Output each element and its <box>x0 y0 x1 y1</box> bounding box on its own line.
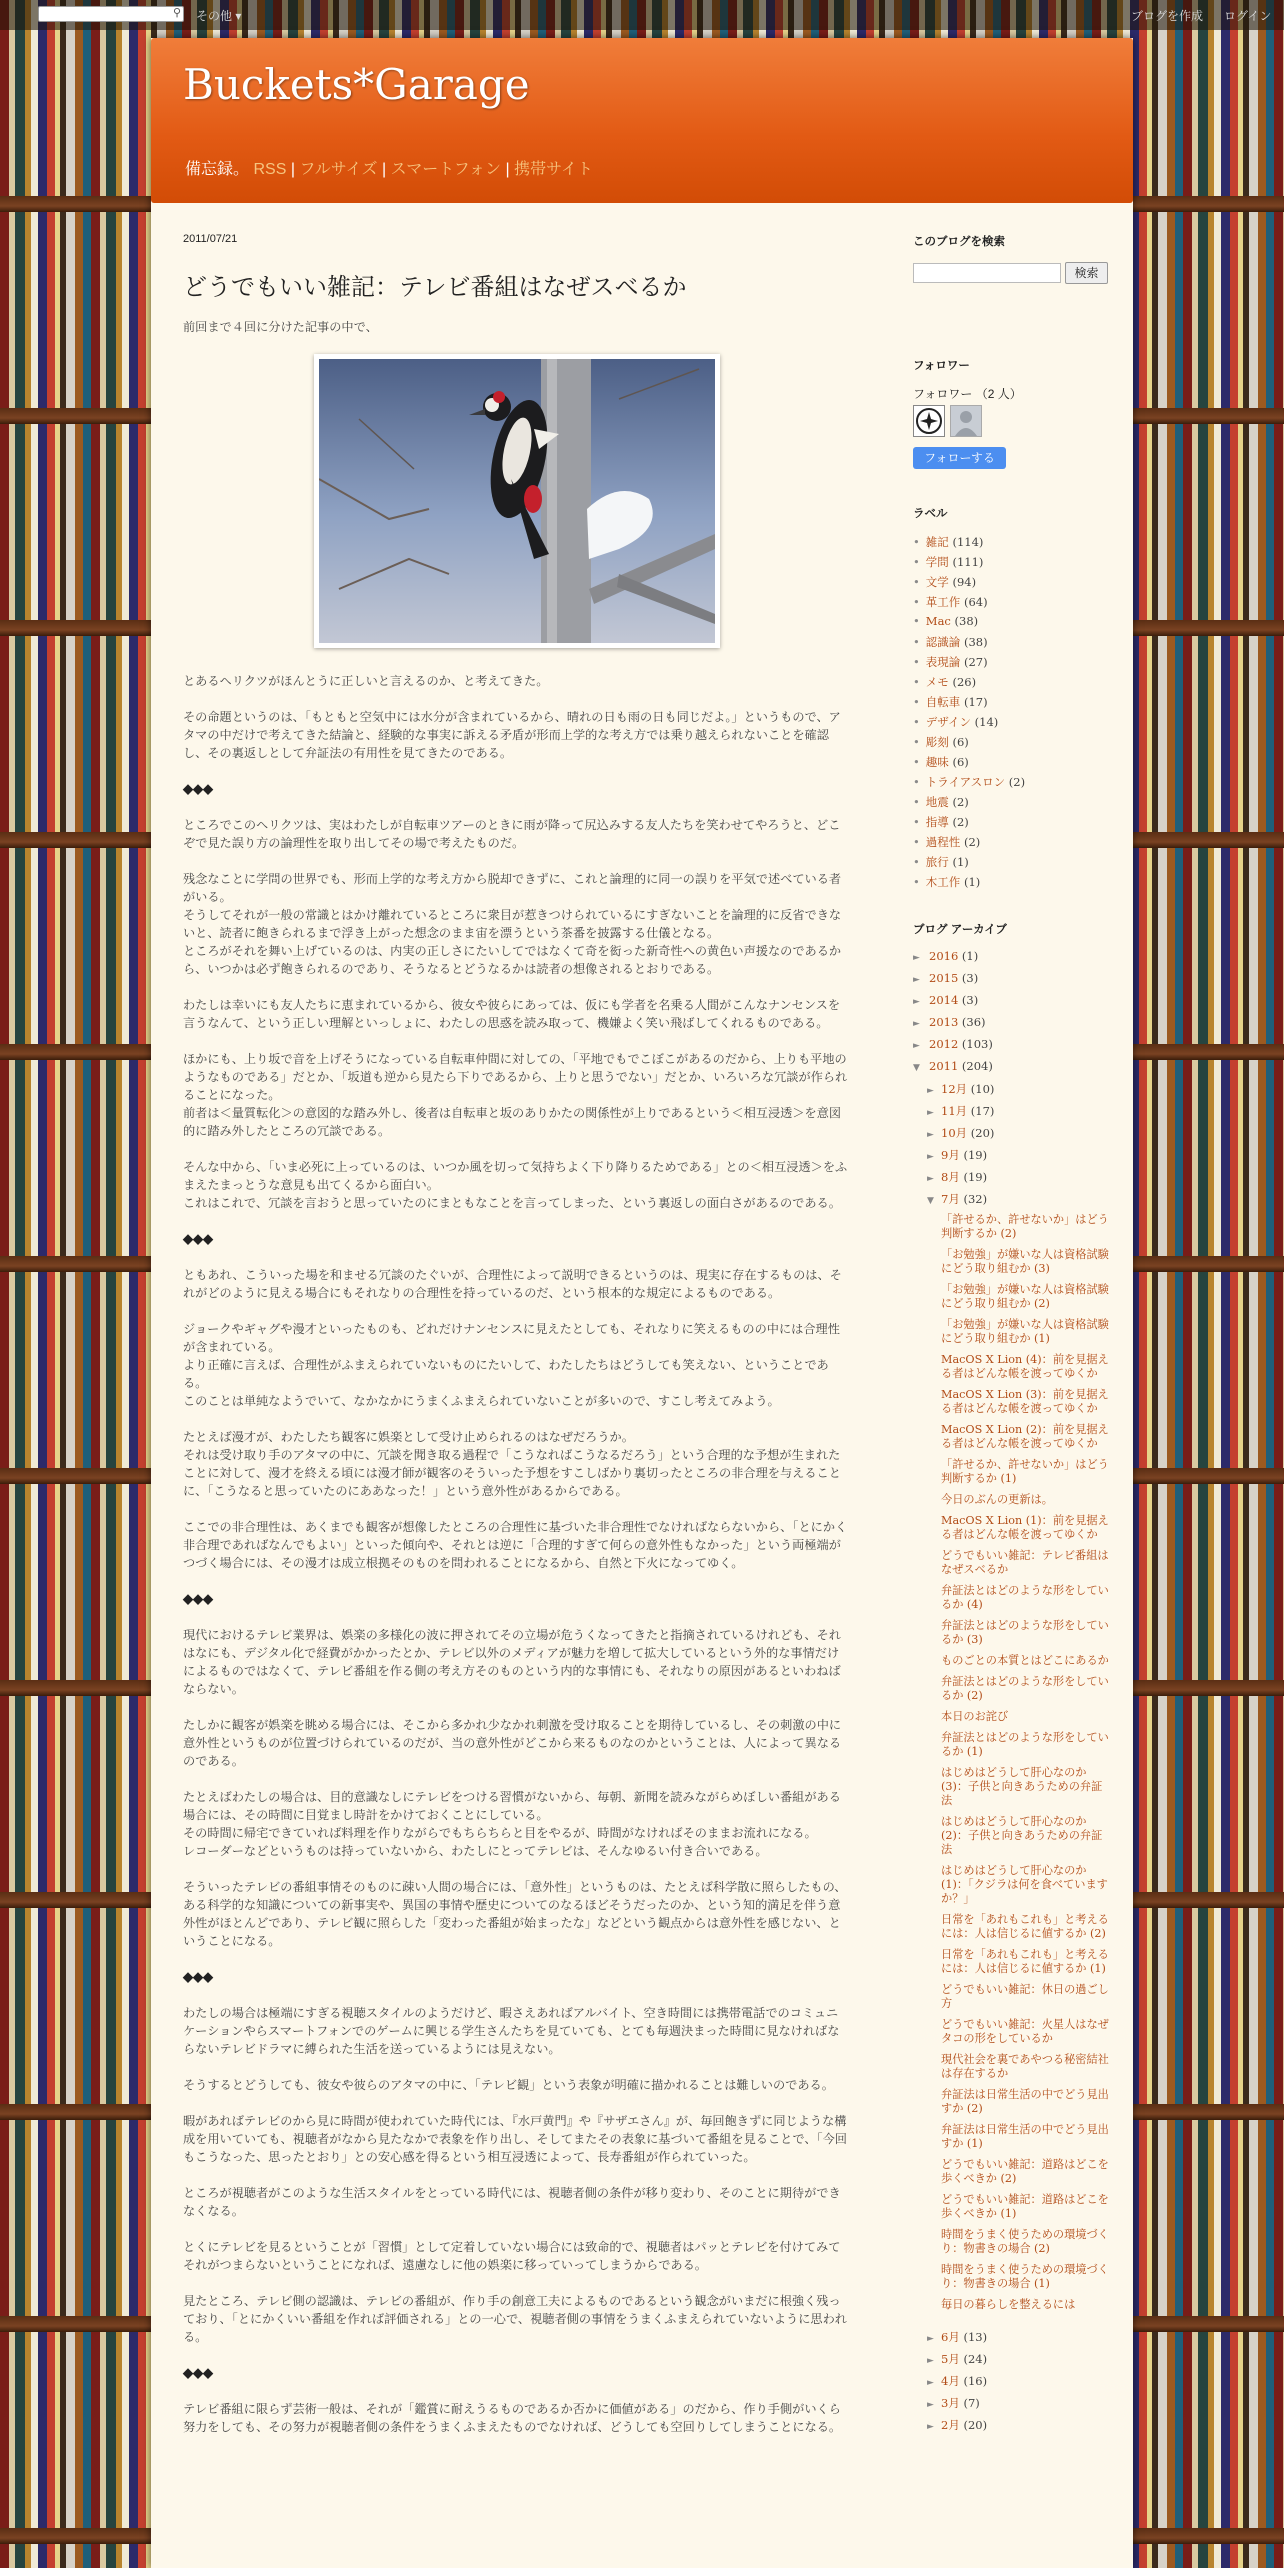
archive-year-link[interactable]: 2015 <box>929 971 959 985</box>
label-link[interactable]: 旅行 <box>925 855 949 869</box>
archive-post-link[interactable]: 時間をうまく使うための環境づくり：物書きの場合 (1) <box>941 2263 1109 2290</box>
label-link[interactable]: 木工作 <box>925 875 961 889</box>
follower-avatar[interactable] <box>950 405 982 437</box>
post-paragraph: そうするとどうしても、彼女や彼らのアタマの中に、「テレビ観」という表象が明確に描かれることは難しいのである。 <box>183 2078 834 2092</box>
archive-count: (19) <box>959 1170 988 1184</box>
post-paragraph: そんな中から、「いま必死に上っているのは、いつか風を切って気持ちよく下り降りるためである」との＜相互浸透＞をふまえたまっとうな意見も出てくるから面白い。 これはこれで、冗談を言おうと思っていたのにまともなことを言ってしまった、という裏返しの面白さがあるのである。 <box>183 1160 848 1210</box>
label-item <box>913 834 1025 854</box>
archive-year-link[interactable]: 2011 <box>929 1059 959 1073</box>
blog-search-input[interactable] <box>913 263 1061 283</box>
create-blog-link[interactable]: ブログを作成 <box>1131 9 1204 23</box>
labels-widget-title: ラベル <box>913 508 948 520</box>
label-count: (114) <box>948 535 984 549</box>
archive-count: (20) <box>959 2418 988 2432</box>
archive-post-link[interactable]: はじめはどうして肝心なのか (1)：「クジラは何を食べていますか？」 <box>941 1864 1108 1905</box>
section-divider: ◆◆◆ <box>183 1231 213 1246</box>
mobile-site-link[interactable]: 携帯サイト <box>514 161 593 178</box>
archive-post-link[interactable]: MacOS X Lion (2)：前を見据える者はどんな帳を渡ってゆくか <box>941 1423 1109 1450</box>
toggle-arrow-icon[interactable]: ► <box>927 1174 934 1184</box>
archive-post-link[interactable]: 「許せるか、許せないか」はどう判断するか (1) <box>941 1458 1109 1485</box>
bullet: • <box>913 735 920 749</box>
post-date: 2011/07/21 <box>183 233 238 245</box>
label-item <box>913 574 1025 594</box>
archive-count: (20) <box>967 1126 995 1140</box>
archive-month <box>913 1125 1113 1147</box>
label-link[interactable]: デザイン <box>925 715 971 729</box>
label-count: (6) <box>948 755 969 769</box>
description-text: 備忘録。 <box>185 161 250 178</box>
default-user-icon <box>951 406 981 436</box>
archive-count: (1) <box>958 949 979 963</box>
archive-count: (36) <box>958 1015 986 1029</box>
archive-post-link[interactable]: 時間をうまく使うための環境づくり：物書きの場合 (2) <box>941 2228 1109 2255</box>
archive-month <box>913 1169 1113 1191</box>
post-paragraph: そういったテレビの番組事情そのものに疎い人間の場合には、「意外性」というものは、たとえば科学散に照らしたもの、ある科学的な知識についての新事実や、異国の事情や歴史についてのなるほどそうだったのか、という知的満足を伴う意外性がほとんどであり、テレビ観に照らした「変わった番組が始まったな」などという観点からは意外性を感じない、ということになる。 <box>183 1880 847 1948</box>
archive-month <box>913 2329 1113 2351</box>
archive-post-link[interactable]: 弁証法とはどのような形をしているか (2) <box>941 1675 1109 1702</box>
label-item <box>913 874 1025 894</box>
post-paragraph: 残念なことに学問の世界でも、形而上学的な考え方から脱却できずに、これと論理的に同一の誤りを平気で述べている者がいる。 そうしてそれが一般の常識とはかけ離れているところに衆目が惹きつけられているにすぎないことを論理的に反省できないと、読者に飽きられるまで浮き上がった想念のまま宙を漂うという茶番を披露する仕儀となる。 ところがそれを舞い上げているのは、内実の正しさにたいしてではなくて奇を衒った新奇性への黄色い声援なのであるから、いつかは必ず飽きられるのであり、そうなるとどうなるかは読者の想像されるとおりである。 <box>183 872 842 976</box>
post-paragraph: ともあれ、こういった場を和ませる冗談のたぐいが、合理性によって説明できるというのは、現実に存在するものは、それがどのように見える場合にもそれなりの合理性を持っているのだ、という根本的な規定によるものである。 <box>183 1268 842 1300</box>
archive-year-link[interactable]: 2012 <box>929 1037 959 1051</box>
archive-month <box>913 1147 1113 1169</box>
toggle-arrow-icon[interactable]: ► <box>927 2334 934 2344</box>
post-paragraph: ところでこのヘリクツは、実はわたしが自転車ツアーのときに雨が降って尻込みする友人たちを笑わせてやろうと、どこぞで見た誤り方の論理性を取り出してその場で考えたものだ。 <box>183 818 841 850</box>
archive-post-link[interactable]: 弁証法は日常生活の中でどう見出すか (2) <box>941 2088 1109 2115</box>
post-paragraph: ところが視聴者がこのような生活スタイルをとっている時代には、視聴者側の条件が移り変わり、そのことに期待ができなくなる。 <box>183 2186 841 2218</box>
archive-post-link[interactable]: 日常を「あれもこれも」と考えるには：人は信じるに値するか (2) <box>941 1913 1109 1940</box>
bullet: • <box>913 575 920 589</box>
labels-list <box>913 534 1025 894</box>
toggle-arrow-icon[interactable]: ► <box>927 2378 934 2388</box>
label-item <box>913 614 1025 634</box>
archive-post-link[interactable]: どうでもいい雑記：休日の過ごし方 <box>941 1983 1109 2010</box>
toggle-arrow-icon[interactable]: ► <box>927 1152 934 1162</box>
label-count: (2) <box>960 835 981 849</box>
followers-widget-title: フォロワー <box>913 360 970 372</box>
archive-month-link[interactable]: 7月 <box>941 1192 960 1206</box>
post-title[interactable]: どうでもいい雑記：テレビ番組はなぜスベるか <box>183 273 687 301</box>
archive-post-list <box>913 1213 1113 2312</box>
post-paragraph: ここでの非合理性は、あくまでも観客が想像したところの合理性に基づいた非合理性でなければならないから、「とにかく非合理であればなんでもよい」といった傾向や、それとは逆に「合理的すぎて何らの意外性もなかった」という両極端がつづく場合には、その漫才は成立根拠そのものを問われることになるから、自然と下火になってゆく。 <box>183 1520 848 1570</box>
toggle-arrow-icon[interactable]: ► <box>913 1041 920 1051</box>
bullet: • <box>913 855 920 869</box>
bullet: • <box>913 875 920 889</box>
archive-post-link[interactable]: MacOS X Lion (4)：前を見据える者はどんな帳を渡ってゆくか <box>941 1353 1109 1380</box>
label-link[interactable]: 地震 <box>925 795 949 809</box>
archive-count: (32) <box>959 1192 988 1206</box>
archive-month-link[interactable]: 5月 <box>941 2352 960 2366</box>
bullet: • <box>913 675 920 689</box>
post-paragraph: ジョークやギャグや漫才といったものも、どれだけナンセンスに見えたとしても、それなりに笑えるものの中には合理性が含まれている。 より正確に言えば、合理性がふまえられていないものにたいして、わたしたちはどうしても笑えない、ということである。 このことは単純なようでいて、なかなかにうまくふまえられていないことが多いので、すこし考えてみよう。 <box>183 1322 840 1408</box>
search-widget-title: このブログを検索 <box>913 236 1005 248</box>
login-link[interactable]: ログイン <box>1224 9 1272 23</box>
post-body <box>183 318 848 2436</box>
archive-month <box>913 1103 1113 1125</box>
toggle-arrow-icon[interactable]: ► <box>927 2422 934 2432</box>
archive-post-link[interactable]: ものごとの本質とはどこにあるか <box>941 1654 1109 1667</box>
label-count: (94) <box>948 575 977 589</box>
post-paragraph: 現代におけるテレビ業界は、娯楽の多様化の波に押されてその立場が危うくなってきたと指摘されているけれども、それはなにも、デジタル化で経費がかかったとか、テレビ以外のメディアが魅力を増して拡大しているという外的な事情だけによるものではなくて、テレビ番組を作る側の考え方そのものという内的な事情にも、それなりの原因があるといわねばならない。 <box>183 1628 841 1696</box>
link-separator: | <box>381 161 387 178</box>
archive-post-link[interactable]: 日常を「あれもこれも」と考えるには：人は信じるに値するか (1) <box>941 1948 1109 1975</box>
post-paragraph: その命題というのは、「もともと空気中には水分が含まれているから、晴れの日も雨の日も同じだよ。」というもので、アタマの中だけで考えてきた結論と、経験的な事実に訴える矛盾が形而上学的な考え方では乗り越えられないことを確認し、その裏返しとして弁証法の有用性を見てきたのである。 <box>183 710 841 760</box>
label-item <box>913 534 1025 554</box>
archive-count: (13) <box>959 2330 988 2344</box>
label-item <box>913 594 1025 614</box>
archive-post-link[interactable]: 弁証法とはどのような形をしているか (4) <box>941 1584 1109 1611</box>
archive-month-link[interactable]: 9月 <box>941 1148 960 1162</box>
label-link[interactable]: トライアスロン <box>925 775 1006 789</box>
archive-month-link[interactable]: 6月 <box>941 2330 960 2344</box>
archive-year <box>913 949 1113 971</box>
label-link[interactable]: 雑記 <box>925 535 949 549</box>
archive-count: (3) <box>958 971 979 985</box>
bullet: • <box>913 795 920 809</box>
blogger-navbar <box>0 0 1284 30</box>
label-count: (17) <box>960 695 988 709</box>
blog-archive <box>913 949 1113 2439</box>
bullet: • <box>913 555 920 569</box>
toggle-arrow-icon[interactable]: ► <box>927 2400 934 2410</box>
archive-year-link[interactable]: 2013 <box>929 1015 959 1029</box>
bullet: • <box>913 835 920 849</box>
archive-month-link[interactable]: 10月 <box>941 1126 968 1140</box>
label-count: (26) <box>948 675 977 689</box>
label-count: (111) <box>948 555 984 569</box>
bullet: • <box>913 635 920 649</box>
archive-month-link[interactable]: 11月 <box>941 1104 968 1118</box>
label-link[interactable]: 革工作 <box>925 595 961 609</box>
archive-count: (24) <box>959 2352 988 2366</box>
label-item <box>913 794 1025 814</box>
label-item <box>913 694 1025 714</box>
blog-content-panel <box>151 38 1133 2568</box>
fullsize-link[interactable]: フルサイズ <box>299 161 378 178</box>
toggle-arrow-icon[interactable]: ► <box>927 1086 934 1096</box>
archive-month-link[interactable]: 12月 <box>941 1082 968 1096</box>
section-divider: ◆◆◆ <box>183 1969 213 1984</box>
label-count: (27) <box>960 655 988 669</box>
archive-post-link[interactable]: どうでもいい雑記：テレビ番組はなぜスベるか <box>941 1549 1109 1576</box>
archive-month <box>913 2395 1113 2417</box>
archive-month-link[interactable]: 8月 <box>941 1170 960 1184</box>
follower-avatar[interactable] <box>913 405 945 437</box>
archive-post-link[interactable]: 「お勉強」が嫌いな人は資格試験にどう取り組むか (1) <box>941 1318 1109 1345</box>
archive-year-link[interactable]: 2014 <box>929 993 959 1007</box>
rss-link[interactable]: RSS <box>253 161 287 178</box>
archive-month-link[interactable]: 3月 <box>941 2396 960 2410</box>
archive-count: (17) <box>967 1104 995 1118</box>
post-paragraph: わたしは幸いにも友人たちに恵まれているから、彼女や彼らにあっては、仮にも学者を名乗る人間がこんなナンセンスを言うなんて、という正しい理解といっしょに、わたしの思惑を読み取って、機嫌よく笑い飛ばしてくれるものである。 <box>183 998 841 1030</box>
archive-count: (7) <box>959 2396 980 2410</box>
label-item <box>913 634 1025 654</box>
archive-year <box>913 1037 1113 1059</box>
post-paragraph: たとえば漫才が、わたしたち観客に娯楽として受け止められるのはなぜだろうか。 それは受け取り手のアタマの中に、冗談を聞き取る過程で「こうなればこうなるだろう」という合理的な予想が生まれたことに対して、漫才を終える頃には漫才師が観客のそういった予想をすこしばかり裏切ったところの非合理を与えることに、「こうなると思っていたのにああなった！」という意外性があるからである。 <box>183 1430 841 1498</box>
archive-month <box>913 1081 1113 1103</box>
label-count: (2) <box>948 795 969 809</box>
post-paragraph: とあるヘリクツがほんとうに正しいと言えるのか、と考えてきた。 <box>183 674 549 688</box>
woodpecker-photo[interactable] <box>319 359 715 643</box>
archive-count: (16) <box>959 2374 988 2388</box>
bullet: • <box>913 775 920 789</box>
label-item <box>913 754 1025 774</box>
label-item <box>913 734 1025 754</box>
bullet: • <box>913 595 920 609</box>
label-link[interactable]: 認識論 <box>925 635 961 649</box>
archive-widget-title: ブログ アーカイブ <box>913 924 1007 936</box>
toggle-arrow-icon[interactable]: ► <box>913 975 920 985</box>
label-item <box>913 854 1025 874</box>
post-paragraph: たとえばわたしの場合は、目的意識なしにテレビをつける習慣がないから、毎朝、新聞を読みながらめぼしい番組がある場合には、その時間に目覚まし時計をかけておくことにしている。 その時間に帰宅できていれば料理を作りながらでもちらちらと目をやるが、時間がなければそのままお流れになる。 レコーダーなどというものは持っていないから、わたしにとってテレビは、そんなゆるい付き合いである。 <box>183 1790 841 1858</box>
post-paragraph: たしかに観客が娯楽を眺める場合には、そこから多かれ少なかれ刺激を受け取ることを期待しているし、その刺激の中に意外性というものが位置づけられているのだが、当の意外性がどこから来るものなのかということは、人によって異なるのである。 <box>183 1718 842 1768</box>
link-separator: | <box>290 161 295 178</box>
archive-month-link[interactable]: 4月 <box>941 2374 960 2388</box>
main-column <box>183 233 848 2454</box>
label-link[interactable]: 指導 <box>925 815 949 829</box>
label-link[interactable]: 過程性 <box>925 835 961 849</box>
archive-post-link[interactable]: どうでもいい雑記：道路はどこを歩くべきか (1) <box>941 2193 1109 2220</box>
archive-post-link[interactable]: MacOS X Lion (1)：前を見据える者はどんな帳を渡ってゆくか <box>941 1514 1109 1541</box>
post-image-frame[interactable] <box>314 354 720 648</box>
label-item <box>913 714 1025 734</box>
label-item <box>913 674 1025 694</box>
toggle-arrow-icon[interactable]: ► <box>913 953 920 963</box>
archive-count: (3) <box>958 993 979 1007</box>
label-count: (1) <box>960 875 981 889</box>
archive-month <box>913 2373 1113 2395</box>
label-link[interactable]: 趣味 <box>925 755 949 769</box>
blog-header <box>151 38 1133 203</box>
archive-post-link[interactable]: はじめはどうして肝心なのか (2)：子供と向きあうための弁証法 <box>941 1815 1103 1856</box>
toggle-arrow-icon[interactable]: ► <box>927 2356 934 2366</box>
followers-count: フォロワー （2 人） <box>913 387 1022 401</box>
search-icon[interactable]: ⚲ <box>172 7 181 19</box>
archive-count: (103) <box>958 1037 993 1051</box>
post-paragraph: とくにテレビを見るということが「習慣」として定着していない場合には致命的で、視聴者はパッとテレビを付けてみてそれがつまらないということになれば、遠慮なしに他の娯楽に移っていってしまうからである。 <box>183 2240 841 2272</box>
label-count: (2) <box>1005 775 1026 789</box>
label-count: (1) <box>948 855 969 869</box>
bullet: • <box>913 535 920 549</box>
toggle-arrow-icon[interactable]: ► <box>927 1108 934 1118</box>
archive-post-link[interactable]: 弁証法は日常生活の中でどう見出すか (1) <box>941 2123 1109 2150</box>
toggle-arrow-icon[interactable]: ► <box>913 997 920 1007</box>
archive-post-link[interactable]: 毎日の暮らしを整えるには <box>941 2298 1076 2311</box>
toggle-arrow-icon[interactable]: ▼ <box>927 1196 934 1206</box>
bullet: • <box>913 815 920 829</box>
post-paragraph: わたしの場合は極端にすぎる視聴スタイルのようだけど、暇さえあればアルバイト、空き時間には携帯電話でのコミュニケーションやらスマートフォンでのゲームに興じる学生さんたちを見ていても、とても毎週決まった時間に見なければならないテレビドラマに縛られた生活を送っているようには見えない。 <box>183 2006 840 2056</box>
blog-title[interactable]: Buckets*Garage <box>183 60 530 109</box>
navbar-search-input[interactable] <box>38 6 184 22</box>
section-divider: ◆◆◆ <box>183 2365 213 2380</box>
follower-emblem-icon <box>914 406 944 436</box>
archive-year-link[interactable]: 2016 <box>929 949 959 963</box>
archive-month <box>913 2417 1113 2439</box>
archive-post-link[interactable]: 「許せるか、許せないか」はどう判断するか (2) <box>941 1213 1109 1240</box>
post-paragraphs <box>183 672 848 2436</box>
label-link[interactable]: メモ <box>925 675 949 689</box>
section-divider: ◆◆◆ <box>183 781 213 796</box>
post-paragraph: 暇があればテレビのから見に時間が使われていた時代には、『水戸黄門』や『サザエさん』が、毎回飽きずに同じような構成を用いていても、視聴者がなから見たなかで表象を作り出し、そしてまたその表象に基づいて番組を見ることで、「今回もこうなった、思ったとおり」との安心感を得るという相互浸透によって、長寿番組が作られていった。 <box>183 2114 847 2164</box>
archive-post-link[interactable]: 弁証法とはどのような形をしているか (1) <box>941 1731 1109 1758</box>
archive-post-link[interactable]: 「お勉強」が嫌いな人は資格試験にどう取り組むか (2) <box>941 1283 1109 1310</box>
label-item <box>913 774 1025 794</box>
search-button[interactable]: 検索 <box>1065 262 1108 284</box>
archive-year <box>913 1015 1113 1037</box>
navbar-more-menu[interactable]: その他 ▾ <box>196 9 242 23</box>
label-count: (38) <box>950 614 979 628</box>
archive-post-link[interactable]: 本日のお詫び <box>941 1710 1009 1723</box>
post-paragraph: ほかにも、上り坂で音を上げそうになっている自転車仲間に対しての、「平地でもでこぼこがあるのだから、上りも平地のようなものである」だとか、「坂道も逆から見たら下りであるから、上りと思うでない」だとか、いろいろな冗談が作られることになった。 前者は＜量質転化＞の意図的な踏み外し、後者は自転車と坂のありかたの関係性が上りであるという＜相互浸透＞を意図的に踏み外したところの冗談である。 <box>183 1052 848 1138</box>
archive-post-link[interactable]: 「お勉強」が嫌いな人は資格試験にどう取り組むか (3) <box>941 1248 1109 1275</box>
toggle-arrow-icon[interactable]: ▼ <box>913 1063 920 1073</box>
label-count: (14) <box>971 715 999 729</box>
archive-post-link[interactable]: 現代社会を裏であやつる秘密結社は存在するか <box>941 2053 1109 2080</box>
toggle-arrow-icon[interactable]: ► <box>927 1130 934 1140</box>
archive-year <box>913 1059 1113 1081</box>
bullet: • <box>913 715 920 729</box>
smartphone-link[interactable]: スマートフォン <box>390 161 501 178</box>
archive-month <box>913 2351 1113 2373</box>
link-separator: | <box>505 161 510 178</box>
label-link[interactable]: 表現論 <box>925 655 961 669</box>
label-count: (64) <box>960 595 988 609</box>
bullet: • <box>913 695 920 709</box>
label-item <box>913 654 1025 674</box>
label-link[interactable]: 彫刻 <box>925 735 949 749</box>
bullet: • <box>913 755 920 769</box>
post-paragraph: テレビ番組に限らず芸術一般は、それが「鑑賞に耐えうるものであるか否かに価値がある」のだから、作り手側がいくら努力をしても、その努力が視聴者側の条件をうまくふまえたものでなければ、どうしても空回りしてしまうことになる。 <box>183 2402 842 2434</box>
archive-count: (19) <box>959 1148 988 1162</box>
archive-post-link[interactable]: MacOS X Lion (3)：前を見据える者はどんな帳を渡ってゆくか <box>941 1388 1109 1415</box>
archive-month <box>913 1191 1113 1213</box>
archive-count: (10) <box>967 1082 995 1096</box>
label-link[interactable]: Mac <box>925 614 951 628</box>
label-item <box>913 814 1025 834</box>
archive-month-link[interactable]: 2月 <box>941 2418 960 2432</box>
archive-year <box>913 993 1113 1015</box>
blog-description <box>185 156 593 179</box>
post-intro: 前回まで４回に分けた記事の中で、 <box>183 320 378 334</box>
archive-post-link[interactable]: どうでもいい雑記：道路はどこを歩くべきか (2) <box>941 2158 1109 2185</box>
label-count: (2) <box>948 815 969 829</box>
section-divider: ◆◆◆ <box>183 1591 213 1606</box>
archive-post-link[interactable]: 弁証法とはどのような形をしているか (3) <box>941 1619 1109 1646</box>
label-item <box>913 554 1025 574</box>
sidebar <box>913 233 1113 2432</box>
label-link[interactable]: 文学 <box>925 575 949 589</box>
label-link[interactable]: 学問 <box>925 555 949 569</box>
post-paragraph: 見たところ、テレビ側の認識は、テレビの番組が、作り手の創意工夫によるものであるという観念がいまだに根強く残っており、「とにかくいい番組を作れば評価される」との一心で、視聴者側の事情をうまくふまえられていないように思われる。 <box>183 2294 847 2344</box>
archive-year <box>913 971 1113 993</box>
archive-post-link[interactable]: 今日のぶんの更新は。 <box>941 1493 1053 1506</box>
label-count: (6) <box>948 735 969 749</box>
archive-post-link[interactable]: はじめはどうして肝心なのか (3)：子供と向きあうための弁証法 <box>941 1766 1103 1807</box>
label-count: (38) <box>960 635 988 649</box>
archive-count: (204) <box>958 1059 993 1073</box>
bullet: • <box>913 655 920 669</box>
bullet: • <box>913 614 920 628</box>
label-link[interactable]: 自転車 <box>925 695 961 709</box>
archive-post-link[interactable]: どうでもいい雑記：火星人はなぜタコの形をしているか <box>941 2018 1109 2045</box>
follow-button[interactable]: フォローする <box>913 447 1006 469</box>
toggle-arrow-icon[interactable]: ► <box>913 1019 920 1029</box>
